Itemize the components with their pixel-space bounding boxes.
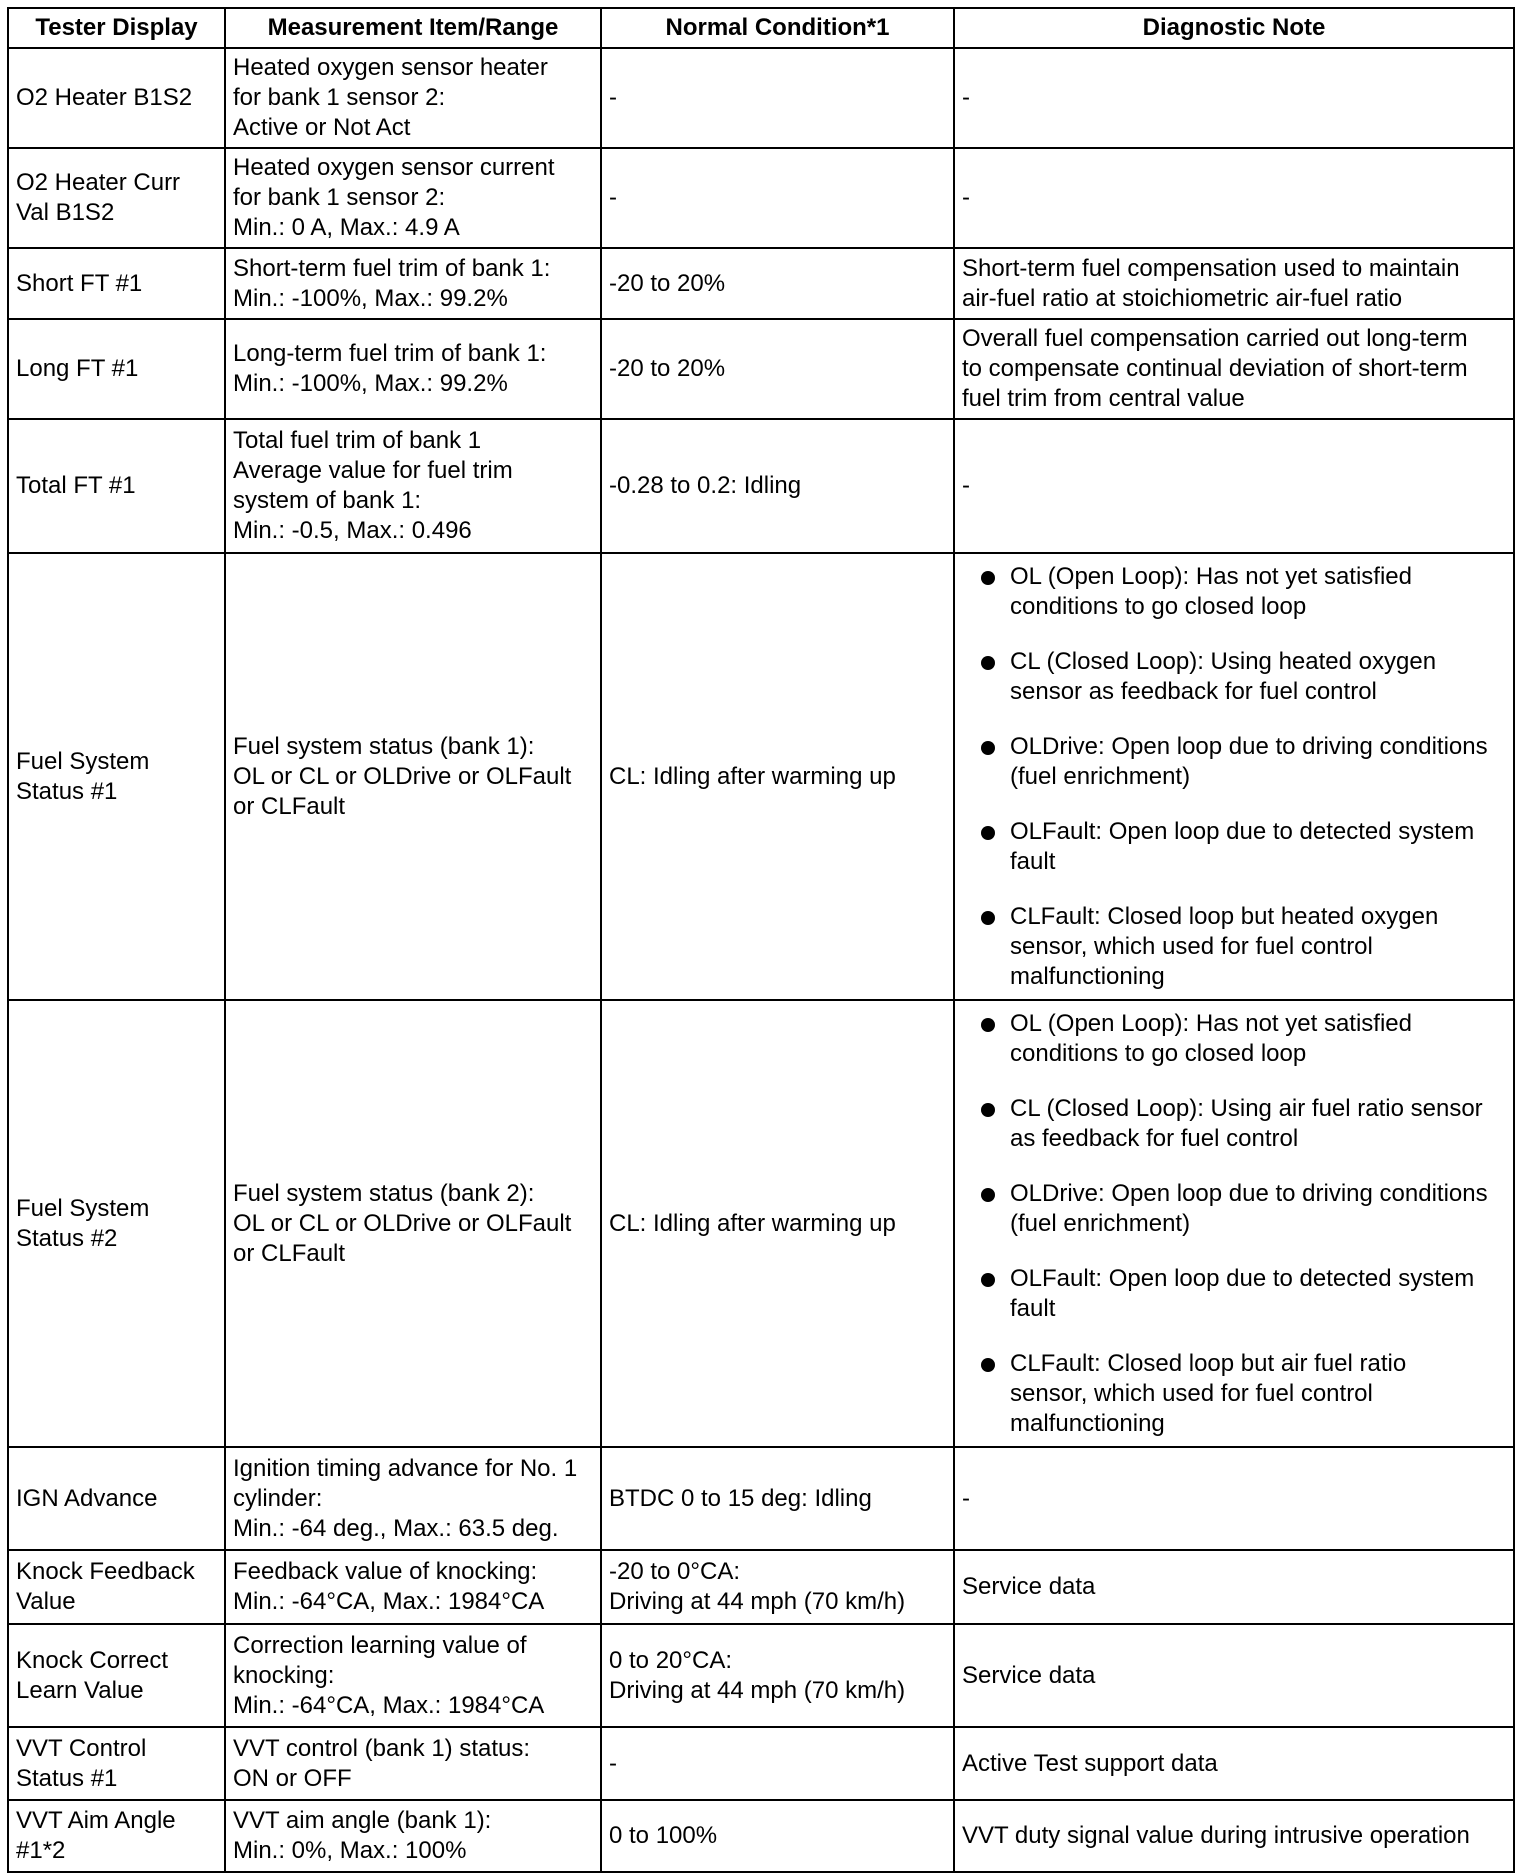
bullet-icon [981, 1358, 995, 1372]
cell-tester-display: VVT Control Status #1 [8, 1727, 225, 1800]
bullet-icon [981, 1018, 995, 1032]
list-item-text: CLFault: Closed loop but heated oxygen sensor, which used for fuel control malfunctioning [1010, 902, 1439, 990]
cell-diagnostic-note: Overall fuel compensation carried out long-term to compensate continual deviation of short-term fuel trim from central value [954, 319, 1514, 419]
table-row [8, 553, 1514, 1000]
header-diagnostic-note: Diagnostic Note [954, 8, 1514, 48]
list-item [962, 1264, 1506, 1324]
list-item [962, 732, 1506, 792]
table-row [8, 319, 1514, 419]
table-row [8, 1447, 1514, 1550]
cell-normal-condition: BTDC 0 to 15 deg: Idling [601, 1447, 954, 1550]
cell-diagnostic-note: Active Test support data [954, 1727, 1514, 1800]
bullet-icon [981, 1103, 995, 1117]
list-item-text: OLDrive: Open loop due to driving conditions (fuel enrichment) [1010, 1179, 1488, 1237]
cell-normal-condition: - [601, 48, 954, 148]
cell-normal-condition: 0 to 100% [601, 1800, 954, 1872]
cell-normal-condition: 0 to 20°CA: Driving at 44 mph (70 km/h) [601, 1624, 954, 1727]
cell-tester-display: O2 Heater B1S2 [8, 48, 225, 148]
cell-measurement: Heated oxygen sensor heater for bank 1 sensor 2: Active or Not Act [225, 48, 601, 148]
list-item [962, 562, 1506, 622]
table-row [8, 248, 1514, 319]
list-item-text: OL (Open Loop): Has not yet satisfied conditions to go closed loop [1010, 562, 1412, 620]
list-item-text: CL (Closed Loop): Using heated oxygen sensor as feedback for fuel control [1010, 647, 1437, 705]
cell-tester-display: Total FT #1 [8, 419, 225, 553]
cell-diagnostic-note [954, 1000, 1514, 1447]
table-row [8, 1550, 1514, 1624]
cell-measurement: Feedback value of knocking: Min.: -64°CA, Max.: 1984°CA [225, 1550, 601, 1624]
bullet-icon [981, 741, 995, 755]
cell-measurement: Fuel system status (bank 1): OL or CL or OLDrive or OLFault or CLFault [225, 553, 601, 1000]
cell-normal-condition: -20 to 20% [601, 319, 954, 419]
cell-normal-condition: -20 to 0°CA: Driving at 44 mph (70 km/h) [601, 1550, 954, 1624]
cell-measurement: Heated oxygen sensor current for bank 1 sensor 2: Min.: 0 A, Max.: 4.9 A [225, 148, 601, 248]
cell-normal-condition: - [601, 148, 954, 248]
cell-diagnostic-note [954, 553, 1514, 1000]
cell-diagnostic-note: Short-term fuel compensation used to maintain air-fuel ratio at stoichiometric air-fuel ratio [954, 248, 1514, 319]
list-item [962, 1349, 1506, 1439]
cell-normal-condition: CL: Idling after warming up [601, 1000, 954, 1447]
list-item-text: OLFault: Open loop due to detected system fault [1010, 817, 1475, 875]
list-item-text: OLDrive: Open loop due to driving conditions (fuel enrichment) [1010, 732, 1488, 790]
table-row [8, 148, 1514, 248]
table-row [8, 1727, 1514, 1800]
list-item [962, 1094, 1506, 1154]
cell-measurement: VVT control (bank 1) status: ON or OFF [225, 1727, 601, 1800]
cell-tester-display: IGN Advance [8, 1447, 225, 1550]
cell-diagnostic-note: - [954, 419, 1514, 553]
bullet-icon [981, 571, 995, 585]
cell-diagnostic-note: - [954, 148, 1514, 248]
list-item [962, 1179, 1506, 1239]
table-row [8, 419, 1514, 553]
status-bullet-list [962, 1009, 1506, 1439]
table-row [8, 1800, 1514, 1872]
cell-measurement: Ignition timing advance for No. 1 cylinder: Min.: -64 deg., Max.: 63.5 deg. [225, 1447, 601, 1550]
cell-tester-display: Fuel System Status #1 [8, 553, 225, 1000]
cell-tester-display: Long FT #1 [8, 319, 225, 419]
list-item [962, 902, 1506, 992]
cell-tester-display: Fuel System Status #2 [8, 1000, 225, 1447]
cell-measurement: VVT aim angle (bank 1): Min.: 0%, Max.: 100% [225, 1800, 601, 1872]
header-tester-display: Tester Display [8, 8, 225, 48]
bullet-icon [981, 1188, 995, 1202]
list-item-text: OL (Open Loop): Has not yet satisfied conditions to go closed loop [1010, 1009, 1412, 1067]
list-item-text: CL (Closed Loop): Using air fuel ratio sensor as feedback for fuel control [1010, 1094, 1483, 1152]
cell-measurement: Long-term fuel trim of bank 1: Min.: -100%, Max.: 99.2% [225, 319, 601, 419]
list-item-text: OLFault: Open loop due to detected system fault [1010, 1264, 1475, 1322]
cell-tester-display: Knock Correct Learn Value [8, 1624, 225, 1727]
cell-diagnostic-note: Service data [954, 1550, 1514, 1624]
cell-diagnostic-note: - [954, 48, 1514, 148]
cell-measurement: Short-term fuel trim of bank 1: Min.: -100%, Max.: 99.2% [225, 248, 601, 319]
bullet-icon [981, 656, 995, 670]
cell-diagnostic-note: - [954, 1447, 1514, 1550]
bullet-icon [981, 911, 995, 925]
cell-measurement: Fuel system status (bank 2): OL or CL or OLDrive or OLFault or CLFault [225, 1000, 601, 1447]
bullet-icon [981, 826, 995, 840]
list-item-text: CLFault: Closed loop but air fuel ratio sensor, which used for fuel control malfunctioning [1010, 1349, 1407, 1437]
header-row [8, 8, 1514, 48]
header-normal-condition: Normal Condition*1 [601, 8, 954, 48]
header-measurement: Measurement Item/Range [225, 8, 601, 48]
cell-measurement: Total fuel trim of bank 1 Average value for fuel trim system of bank 1: Min.: -0.5, Max.: 0.496 [225, 419, 601, 553]
cell-tester-display: VVT Aim Angle #1*2 [8, 1800, 225, 1872]
cell-normal-condition: - [601, 1727, 954, 1800]
status-bullet-list [962, 562, 1506, 992]
cell-tester-display: O2 Heater Curr Val B1S2 [8, 148, 225, 248]
table-row [8, 1000, 1514, 1447]
cell-normal-condition: -20 to 20% [601, 248, 954, 319]
cell-normal-condition: -0.28 to 0.2: Idling [601, 419, 954, 553]
cell-diagnostic-note: VVT duty signal value during intrusive operation [954, 1800, 1514, 1872]
list-item [962, 647, 1506, 707]
cell-diagnostic-note: Service data [954, 1624, 1514, 1727]
list-item [962, 817, 1506, 877]
cell-measurement: Correction learning value of knocking: Min.: -64°CA, Max.: 1984°CA [225, 1624, 601, 1727]
cell-normal-condition: CL: Idling after warming up [601, 553, 954, 1000]
cell-tester-display: Short FT #1 [8, 248, 225, 319]
table-row [8, 48, 1514, 148]
data-list-table [7, 7, 1515, 1873]
list-item [962, 1009, 1506, 1069]
cell-tester-display: Knock Feedback Value [8, 1550, 225, 1624]
table-row [8, 1624, 1514, 1727]
bullet-icon [981, 1273, 995, 1287]
